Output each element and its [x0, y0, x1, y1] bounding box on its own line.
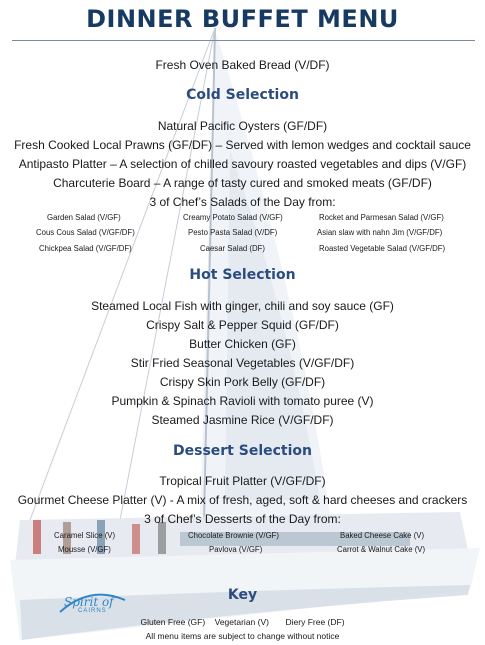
cold-section-heading: Cold Selection — [186, 87, 299, 103]
title-divider — [12, 40, 475, 41]
hot-item: Crispy Salt & Pepper Squid (GF/DF) — [146, 318, 339, 332]
dessert-section-heading: Dessert Selection — [173, 443, 312, 459]
salad-option: Cous Cous Salad (V/GF/DF) — [36, 228, 135, 237]
dessert-option: Baked Cheese Cake (V) — [340, 531, 425, 540]
key-heading: Key — [227, 587, 258, 603]
dessert-option: Caramel Slice (V) — [54, 531, 116, 540]
salad-option: Caesar Salad (DF) — [200, 244, 265, 253]
salad-option: Rocket and Parmesan Salad (V/GF) — [319, 213, 444, 222]
cold-item: Antipasto Platter – A selection of chilled savoury roasted vegetables and dips (V/GF) — [18, 157, 467, 171]
dessert-item: 3 of Chef’s Desserts of the Day from: — [144, 512, 341, 526]
cold-item: Fresh Cooked Local Prawns (GF/DF) – Served with lemon wedges and cocktail sauce — [14, 138, 471, 152]
dessert-option: Pavlova (V/GF) — [209, 545, 263, 554]
logo-text-cairns: CAIRNS — [78, 608, 107, 614]
logo-text-spirit: Spirit of — [64, 595, 114, 609]
hot-item: Pumpkin & Spinach Ravioli with tomato puree (V) — [111, 394, 374, 408]
page-title: DINNER BUFFET MENU — [86, 5, 399, 33]
hot-section-heading: Hot Selection — [189, 267, 296, 283]
spirit-of-cairns-logo — [64, 596, 114, 614]
change-notice: All menu items are subject to change without notice — [145, 631, 340, 641]
dessert-option: Chocolate Brownie (V/GF) — [188, 531, 279, 540]
hot-item: Steamed Jasmine Rice (V/GF/DF) — [151, 413, 334, 427]
hot-item: Butter Chicken (GF) — [189, 337, 296, 351]
salad-option: Pesto Pasta Salad (V/DF) — [188, 228, 278, 237]
salad-option: Chickpea Salad (V/GF/DF) — [39, 244, 132, 253]
salad-option: Garden Salad (V/GF) — [47, 213, 121, 222]
dessert-option: Mousse (V/GF) — [58, 545, 111, 554]
cold-item: Natural Pacific Oysters (GF/DF) — [157, 119, 328, 133]
dessert-item: Gourmet Cheese Platter (V) - A mix of fresh, aged, soft & hard cheeses and crackers — [17, 493, 468, 507]
hot-item: Crispy Skin Pork Belly (GF/DF) — [159, 375, 326, 389]
dessert-item: Tropical Fruit Platter (V/GF/DF) — [159, 474, 326, 488]
diet-key-legend: Gluten Free (GF) Vegetarian (V) Diery Free (DF) — [140, 617, 345, 627]
cold-item: Charcuterie Board – A range of tasty cured and smoked meats (GF/DF) — [53, 176, 432, 190]
dessert-option: Carrot & Walnut Cake (V) — [337, 545, 426, 554]
cold-item: 3 of Chef’s Salads of the Day from: — [149, 195, 336, 209]
hot-item: Stir Fried Seasonal Vegetables (V/GF/DF) — [130, 356, 355, 370]
salad-option: Creamy Potato Salad (V/GF) — [183, 213, 283, 222]
salad-option: Roasted Vegetable Salad (V/GF/DF) — [319, 244, 446, 253]
hot-item: Steamed Local Fish with ginger, chili and soy sauce (GF) — [91, 299, 394, 313]
bread-item: Fresh Oven Baked Bread (V/DF) — [155, 58, 330, 72]
salad-option: Asian slaw with nahn Jim (V/GF/DF) — [317, 228, 443, 237]
